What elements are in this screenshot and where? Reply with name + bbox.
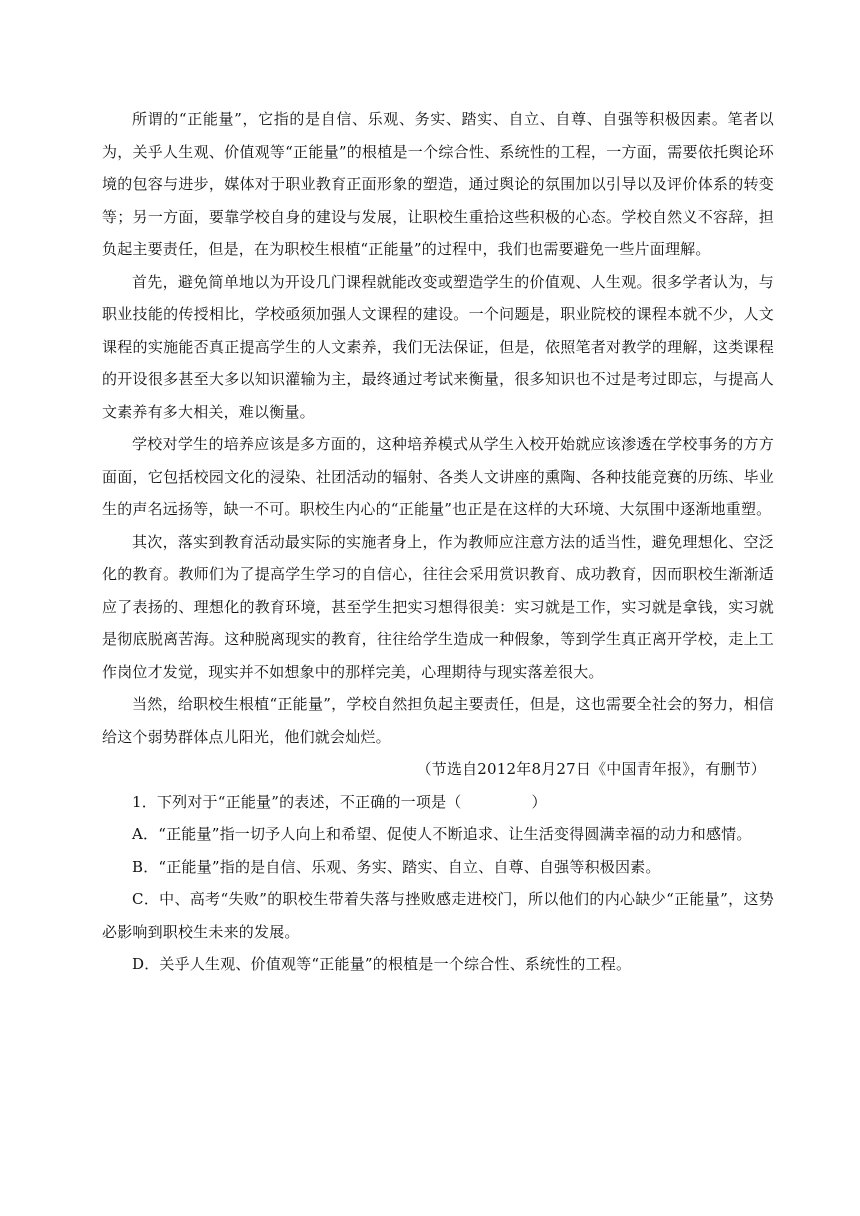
question-stem-text: 1．下列对于“正能量”的表述，不正确的一项是（ xyxy=(132,792,462,811)
article-paragraph: 当然，给职校生根植“正能量”，学校自然担负起主要责任，但是，这也需要全社会的努力，相信给这个弱势群体点儿阳光，他们就会灿烂。 xyxy=(102,695,774,746)
article-paragraph: 所谓的“正能量”，它指的是自信、乐观、务实、踏实、自立、自尊、自强等积极因素。笔者以为，关乎人生观、价值观等“正能量”的根植是一个综合性、系统性的工程，一方面，需要依托舆论环境的包容与进步，媒体对于职业教育正面形象的塑造，通过舆论的氛围加以引导以及评价体系的转变等；另一方面，要靠学校自身的建设与发展，让职校生重拾这些积极的心态。学校自然义不容辞，担负起主要责任，但是，在为职校生根植“正能量”的过程中，我们也需要避免一些片面理解。 xyxy=(102,110,774,258)
option-b: B．“正能量”指的是自信、乐观、务实、踏实、自立、自尊、自强等积极因素。 xyxy=(132,857,661,876)
option-a: A．“正能量”指一切予人向上和希望、促使人不断追求、让生活变得圆满幸福的动力和感情。 xyxy=(132,825,752,843)
option-d: D．关乎人生观、价值观等“正能量”的根植是一个综合性、系统性的工程。 xyxy=(132,955,632,973)
option-c: C．中、高考“失败”的职校生带着失落与挫败感走进校门，所以他们的内心缺少“正能量”，这势必影响到职校生未来的发展。 xyxy=(102,890,774,941)
question-stem xyxy=(102,786,774,819)
article-paragraph: 其次，落实到教育活动最实际的实施者身上，作为教师应注意方法的适当性，避免理想化、空泛化的教育。教师们为了提高学生学习的自信心，往往会采用赏识教育、成功教育，因而职校生渐渐适应了表扬的、理想化的教育环境，甚至学生把实习想得很美：实习就是工作，实习就是拿钱，实习就是彻底脱离苦海。这种脱离现实的教育，往往给学生造成一种假象，等到学生真正离开学校，走上工作岗位才发觉，现实并不如想象中的那样完美，心理期待与现实落差很大。 xyxy=(102,532,774,681)
article-paragraph: 学校对学生的培养应该是多方面的，这种培养模式从学生入校开始就应该渗透在学校事务的方方面面，它包括校园文化的浸染、社团活动的辐射、各类人文讲座的熏陶、各种技能竞赛的历练、毕业生的声名远扬等，缺一不可。职校生内心的“正能量”也正是在这样的大环境、大氛围中逐渐地重塑。 xyxy=(102,435,774,518)
article-paragraph: 首先，避免简单地以为开设几门课程就能改变或塑造学生的价值观、人生观。很多学者认为，与职业技能的传授相比，学校亟须加强人文课程的建设。一个问题是，职业院校的课程本就不少，人文课程的实施能否真正提高学生的人文素养，我们无法保证，但是，依照笔者对教学的理解，这类课程的开设很多甚至大多以知识灌输为主，最终通过考试来衡量，很多知识也不过是考过即忘，与提高人文素养有多大相关，难以衡量。 xyxy=(102,272,774,421)
source-citation: （节选自2012年8月27日《中国青年报》，有删节） xyxy=(416,760,766,778)
question-stem-close: ） xyxy=(531,792,547,811)
